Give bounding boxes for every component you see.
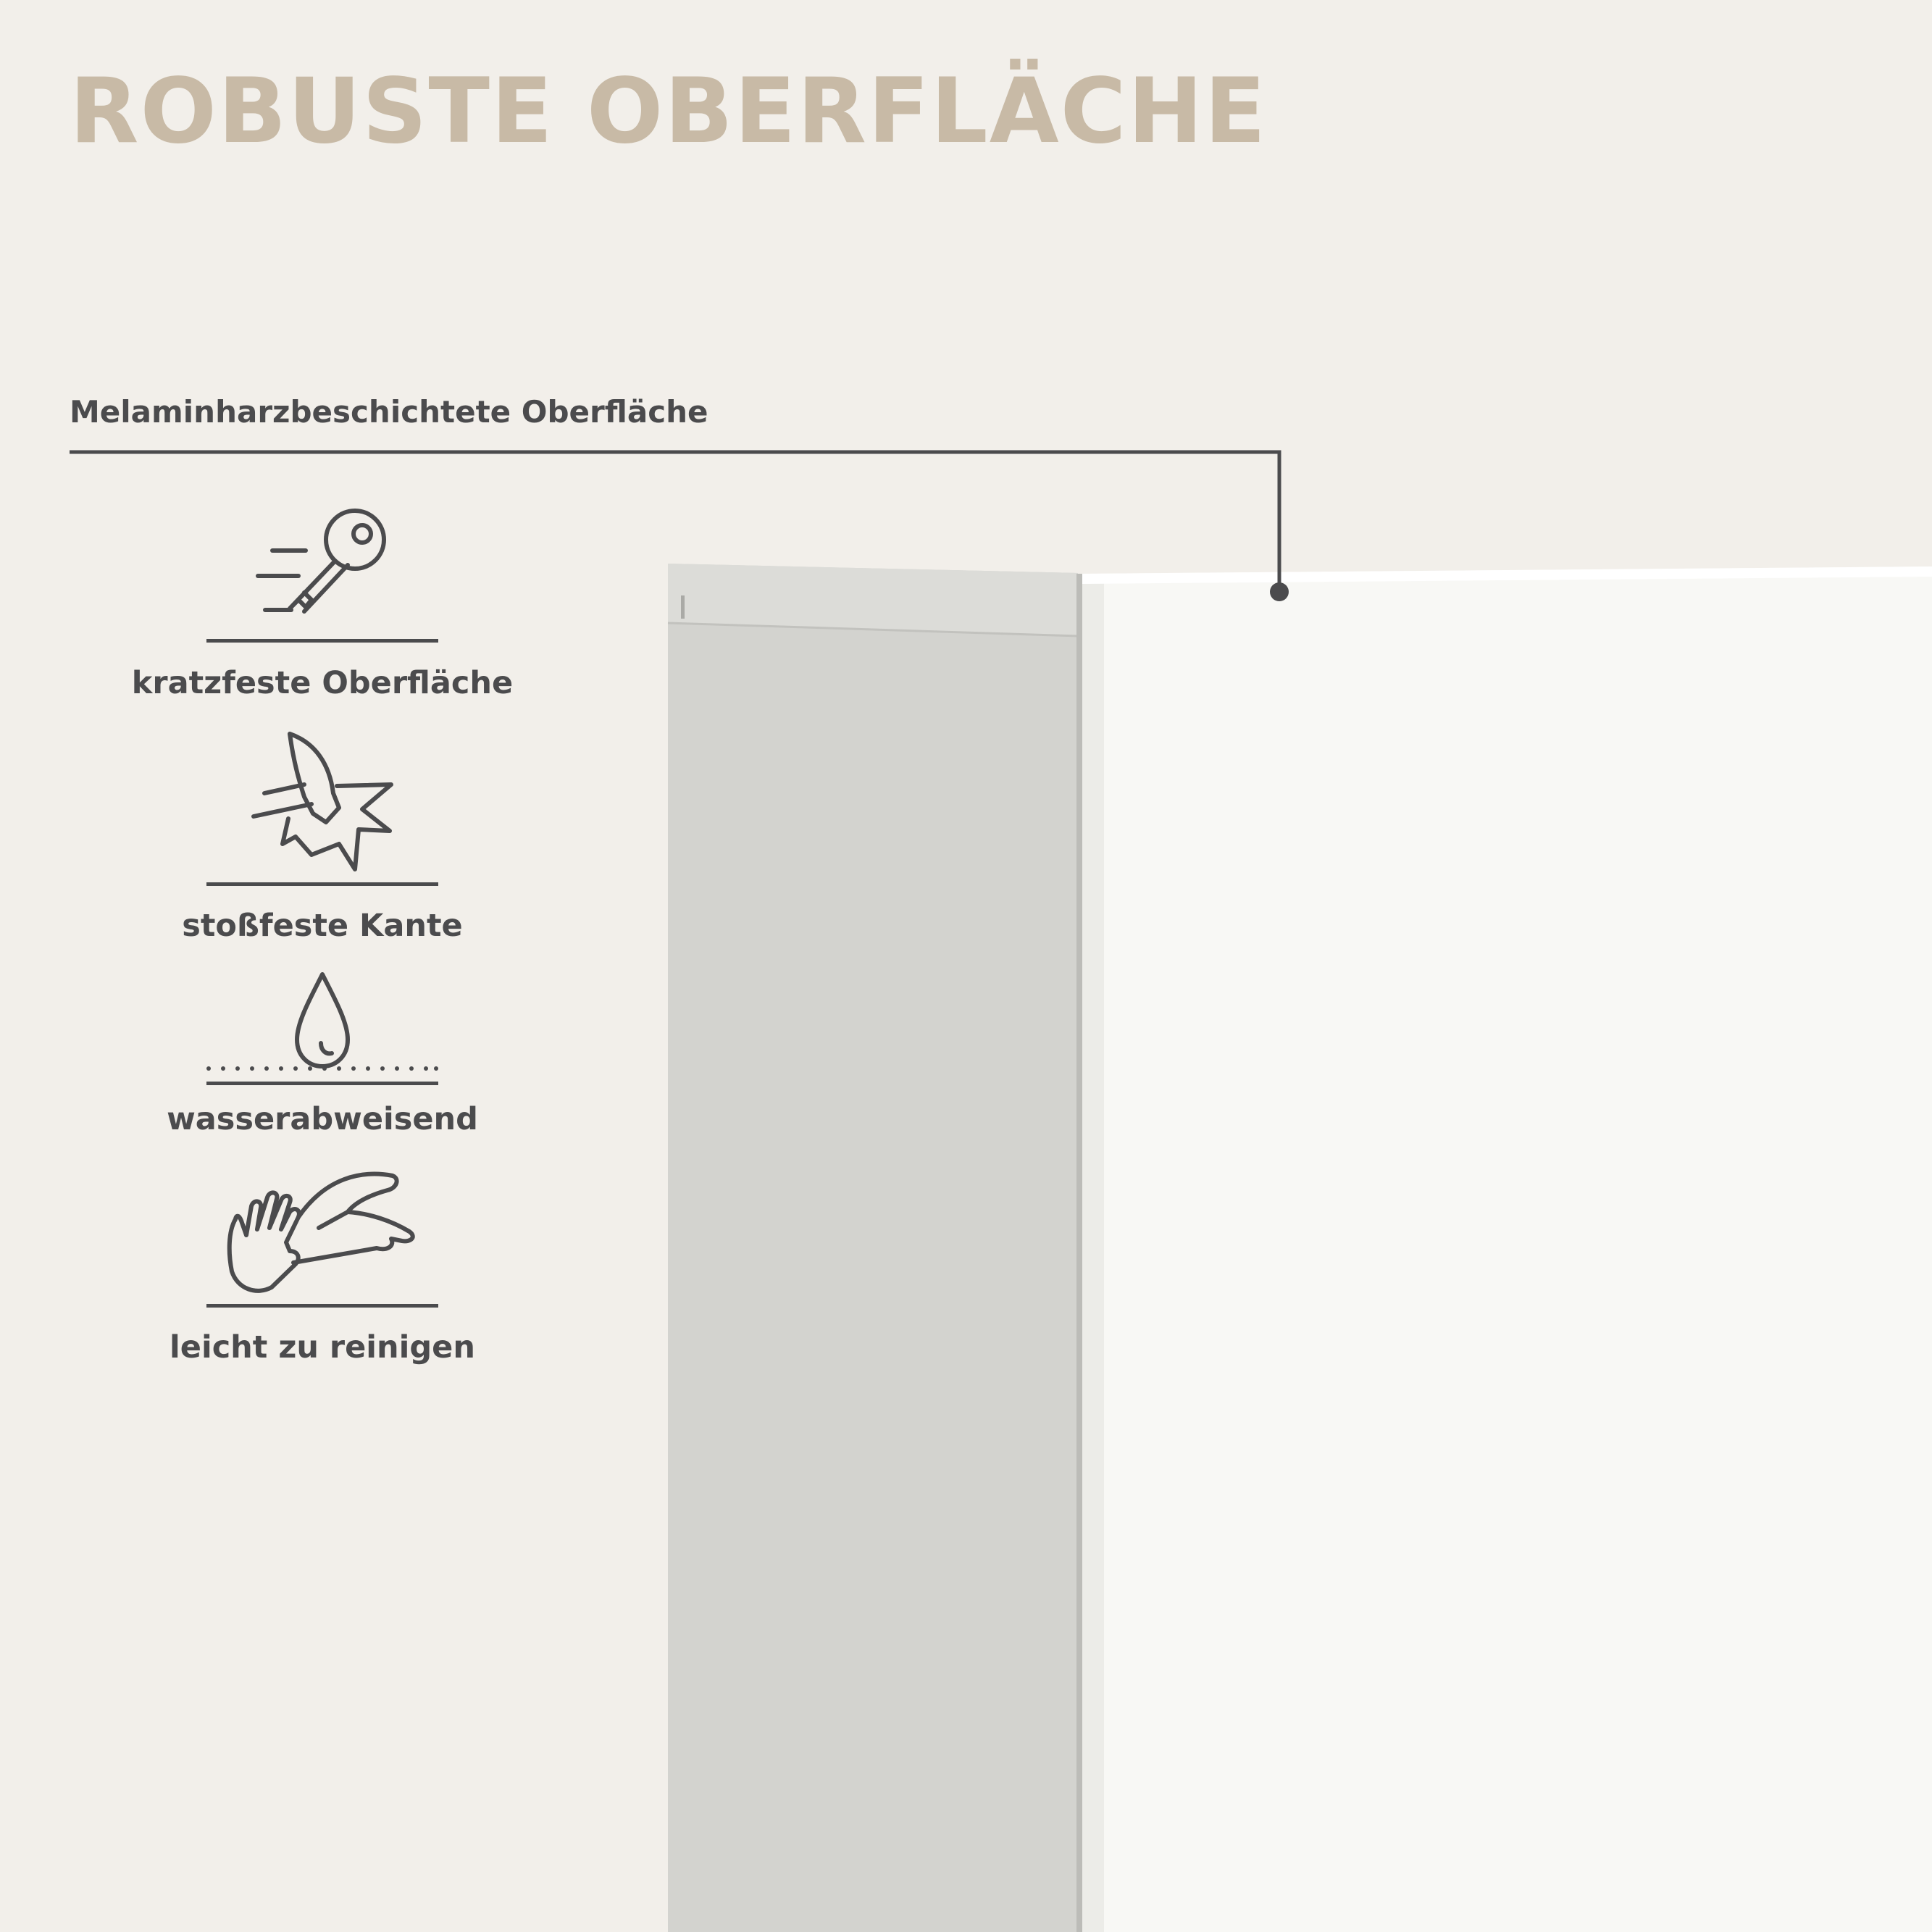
feature-label: kratzfeste Oberfläche [131,665,514,701]
hammer-impact-icon [109,728,536,873]
key-scratch-icon [109,500,536,623]
hand-cloth-icon [109,1163,536,1300]
feature-label: leicht zu reinigen [170,1329,475,1366]
callout-label: Melaminharzbeschichtete Oberfläche [70,394,708,430]
feature-label: wasserabweisend [167,1101,478,1137]
water-drop-icon [109,971,536,1087]
page-title: ROBUSTE OBERFLÄCHE [70,59,1268,164]
feature-label: stoßfeste Kante [182,908,463,944]
